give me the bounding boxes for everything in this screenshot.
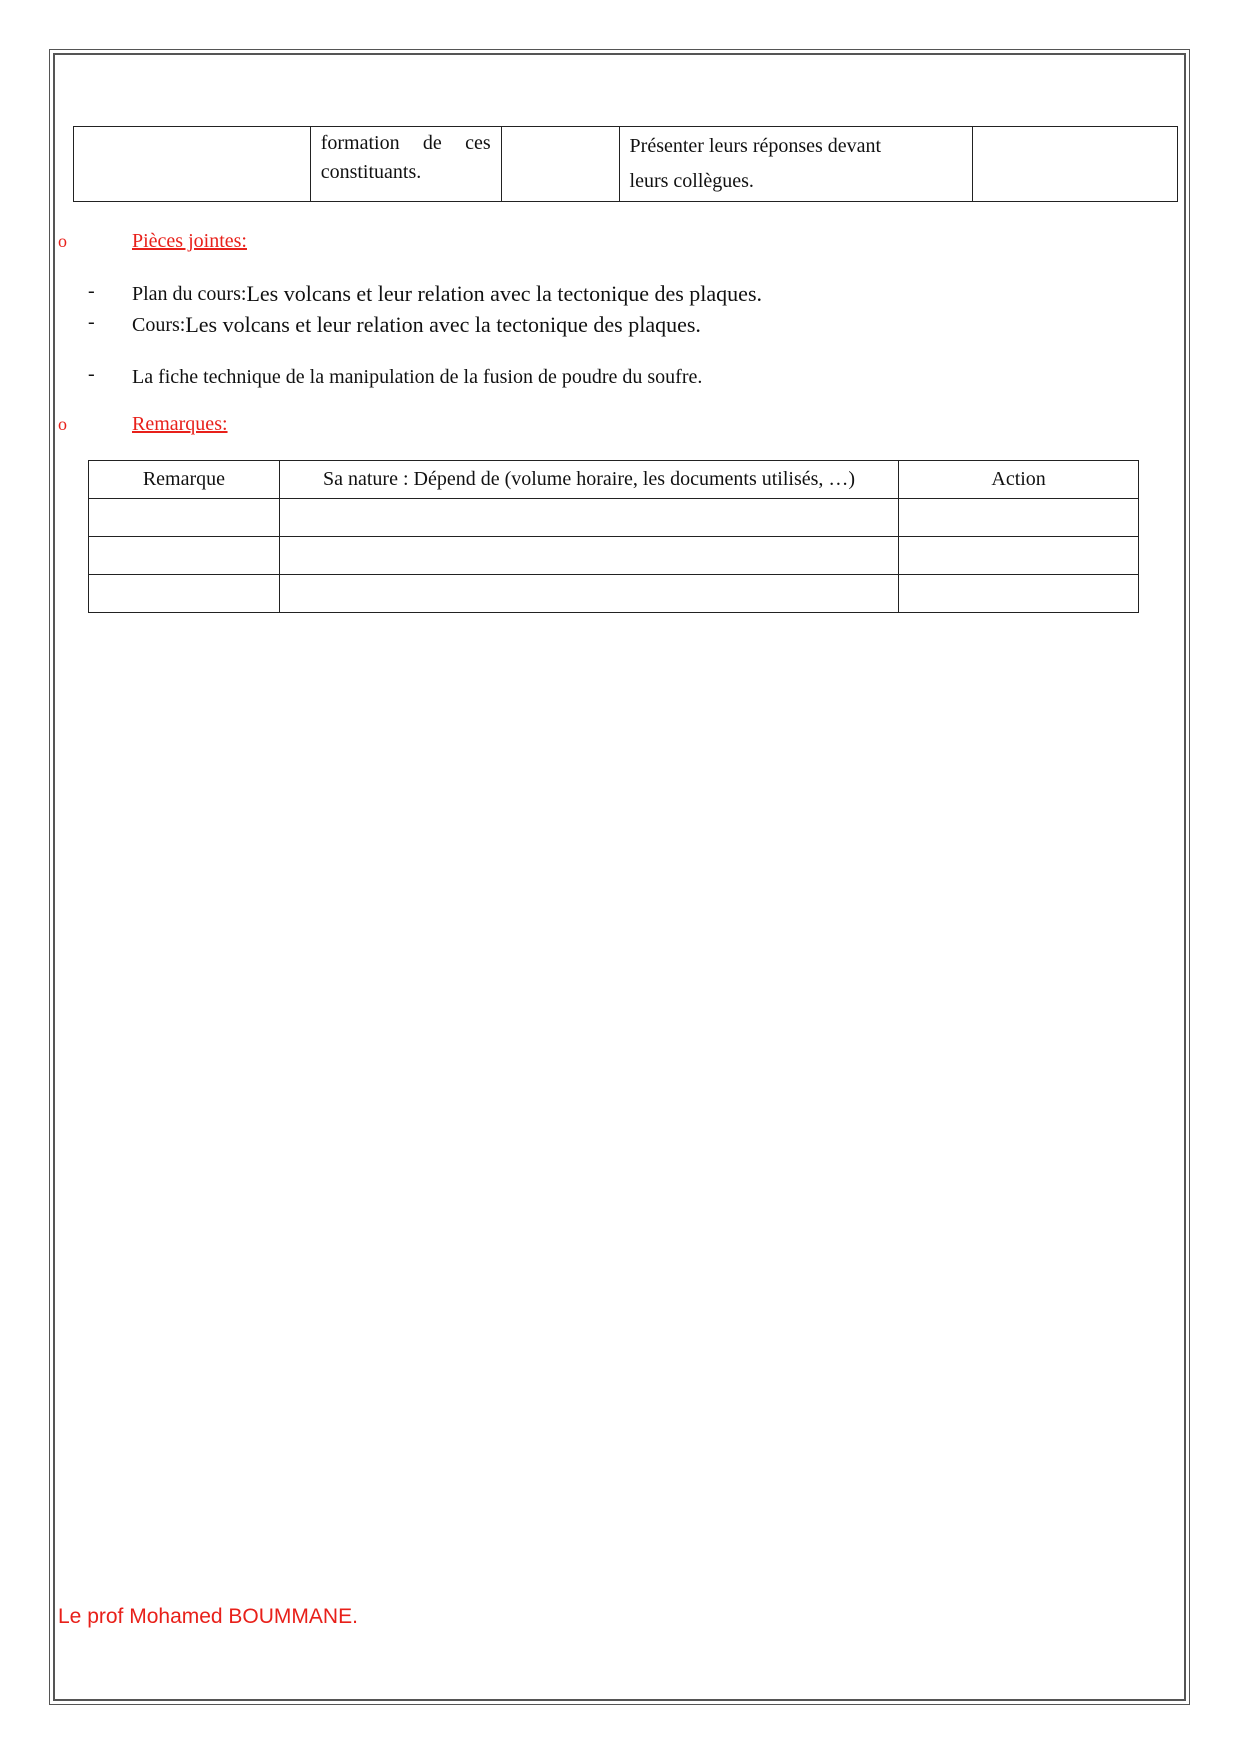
cell-line xyxy=(321,129,491,158)
list-item-text: Les volcans et leur relation avec la tectonique des plaques. xyxy=(185,312,701,337)
table-cell-empty xyxy=(89,575,280,613)
list-item-text: Les volcans et leur relation avec la tectonique des plaques. xyxy=(246,281,763,306)
table-cell-empty xyxy=(899,499,1139,537)
list-item xyxy=(88,311,701,339)
table-cell-empty xyxy=(279,499,898,537)
column-header-remarque: Remarque xyxy=(89,461,280,499)
cell-word: de xyxy=(422,132,442,154)
list-item-prefix: Cours: xyxy=(132,314,186,336)
table-cell-empty xyxy=(501,127,619,202)
list-item-prefix: Plan du cours: xyxy=(132,283,247,305)
cell-line: constituants. xyxy=(320,161,422,183)
dash-bullet: - xyxy=(88,363,95,385)
cell-word: formation xyxy=(320,132,400,154)
cell-word: ces xyxy=(465,132,491,154)
lesson-continuation-table xyxy=(73,126,1178,202)
circle-bullet-icon: o xyxy=(58,231,67,251)
remarques-table xyxy=(88,460,1139,613)
dash-bullet: - xyxy=(88,280,95,302)
cell-line: leurs collègues. xyxy=(629,170,754,192)
table-cell-empty xyxy=(89,537,280,575)
table-cell-empty xyxy=(899,537,1139,575)
table-cell-empty xyxy=(74,127,311,202)
section-title: Pièces jointes: xyxy=(132,230,247,252)
table-cell-empty xyxy=(279,537,898,575)
circle-bullet-icon: o xyxy=(58,414,67,434)
table-header-row xyxy=(89,461,1139,499)
table-cell-empty xyxy=(279,575,898,613)
table-row xyxy=(74,127,1178,202)
table-cell-empty xyxy=(973,127,1178,202)
dash-bullet: - xyxy=(88,311,95,333)
section-pieces-jointes xyxy=(58,230,247,253)
table-row xyxy=(89,537,1139,575)
list-item xyxy=(88,363,702,391)
table-row xyxy=(89,499,1139,537)
column-header-nature: Sa nature : Dépend de (volume horaire, les documents utilisés, …) xyxy=(279,461,898,499)
cell-line: Présenter leurs réponses devant xyxy=(629,135,882,157)
column-header-action: Action xyxy=(899,461,1139,499)
table-cell-empty xyxy=(899,575,1139,613)
section-remarques xyxy=(58,413,228,436)
section-title: Remarques: xyxy=(132,413,228,435)
list-item-text: La fiche technique de la manipulation de la fusion de poudre du soufre. xyxy=(132,366,703,388)
table-row xyxy=(89,575,1139,613)
table-cell-formation xyxy=(310,127,501,202)
table-cell-empty xyxy=(89,499,280,537)
teacher-signature: Le prof Mohamed BOUMMANE. xyxy=(58,1605,358,1628)
list-item xyxy=(88,280,762,308)
table-cell-presenter xyxy=(619,127,973,202)
